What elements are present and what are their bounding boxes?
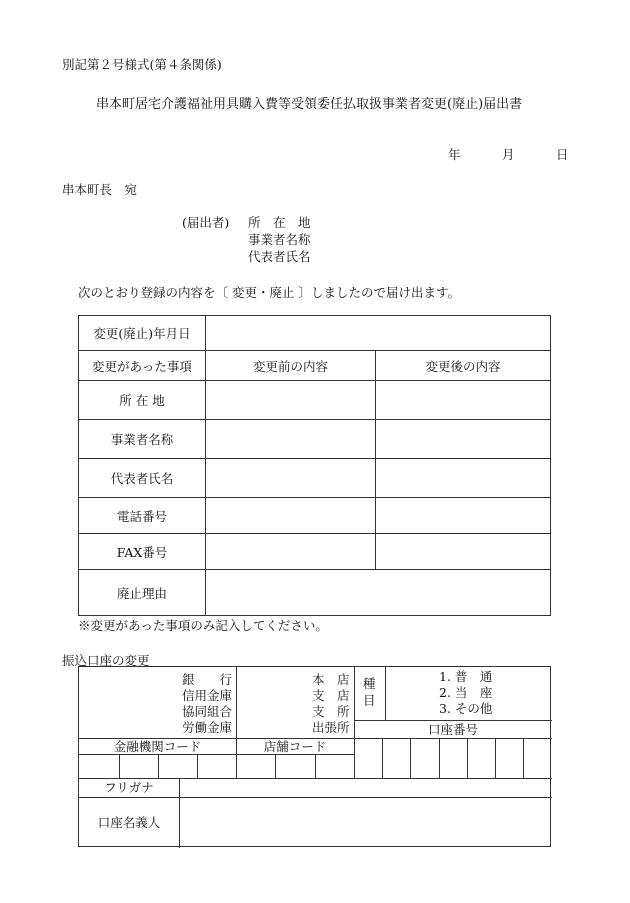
bank-section-title: 振込口座の変更	[62, 653, 150, 668]
account-number-label: 口座番号	[427, 722, 478, 737]
branch-code-label: 店舗コード	[263, 739, 327, 754]
row-label-address: 所 在 地	[79, 381, 206, 420]
branch-type-shisho: 支 所	[312, 704, 350, 719]
branch-type-shiten: 支 店	[312, 688, 350, 703]
abolish-reason-label: 廃止理由	[79, 570, 206, 616]
date-year-label: 年	[448, 147, 461, 162]
before-field-fax[interactable]	[206, 534, 376, 570]
before-field-phone[interactable]	[206, 498, 376, 534]
col-before-header: 変更前の内容	[206, 351, 376, 381]
col-after-header: 変更後の内容	[376, 351, 551, 381]
kind-option-toza[interactable]: 2. 当 座	[439, 685, 493, 700]
kind-option-other[interactable]: 3. その他	[439, 701, 493, 716]
abolish-reason-field[interactable]	[206, 570, 551, 616]
before-field-business-name[interactable]	[206, 420, 376, 459]
document-title: 串本町居宅介護福祉用具購入費等受領委任払取扱事業者変更(廃止)届出書	[96, 97, 523, 112]
furigana-label: フリガナ	[104, 780, 154, 795]
note: ※変更があった事項のみ記入してください。	[78, 618, 328, 633]
change-table	[78, 315, 551, 616]
form-label: 別記第２号様式(第４条関係)	[62, 57, 222, 72]
inst-type-kumiai: 協同組合	[182, 704, 233, 719]
table-row	[79, 420, 551, 459]
before-field-address[interactable]	[206, 381, 376, 420]
branch-type-shuchojo: 出張所	[312, 720, 350, 735]
applicant-address-label: 所 在 地	[248, 215, 311, 230]
change-date-field[interactable]	[206, 316, 551, 351]
account-holder-label: 口座名義人	[97, 815, 161, 830]
inst-type-shinkin: 信用金庫	[182, 688, 233, 703]
kind-label: 種目	[363, 676, 376, 708]
date-day-label: 日	[556, 147, 569, 162]
applicant-name-label: 事業者名称	[248, 232, 311, 247]
account-holder-field[interactable]	[180, 798, 551, 847]
table-row	[79, 498, 551, 534]
kind-option-futsu[interactable]: 1. 普 通	[439, 669, 493, 684]
after-field-phone[interactable]	[376, 498, 551, 534]
inst-code-label: 金融機関コード	[113, 739, 202, 754]
table-row	[79, 459, 551, 498]
branch-type-honten: 本 店	[312, 672, 350, 687]
change-date-label: 変更(廃止)年月日	[79, 316, 206, 351]
after-field-address[interactable]	[376, 381, 551, 420]
bank-box	[78, 666, 551, 847]
table-row	[79, 381, 551, 420]
furigana-field[interactable]	[180, 779, 551, 797]
inst-type-bank: 銀 行	[182, 672, 233, 687]
addressee: 串本町長 宛	[62, 182, 138, 197]
applicant-prefix: (届出者)	[182, 215, 230, 230]
statement: 次のとおり登録の内容を〔 変更・廃止 〕しましたので届け出ます。	[78, 285, 460, 300]
row-label-fax: FAX番号	[79, 534, 206, 570]
after-field-business-name[interactable]	[376, 420, 551, 459]
row-label-phone: 電話番号	[79, 498, 206, 534]
table-row	[79, 534, 551, 570]
applicant-rep-label: 代表者氏名	[248, 249, 311, 264]
row-label-business-name: 事業者名称	[79, 420, 206, 459]
after-field-fax[interactable]	[376, 534, 551, 570]
col-item-header: 変更があった事項	[79, 351, 206, 381]
after-field-representative[interactable]	[376, 459, 551, 498]
date-month-label: 月	[502, 147, 515, 162]
before-field-representative[interactable]	[206, 459, 376, 498]
row-label-representative: 代表者氏名	[79, 459, 206, 498]
inst-type-rokin: 労働金庫	[182, 720, 233, 735]
